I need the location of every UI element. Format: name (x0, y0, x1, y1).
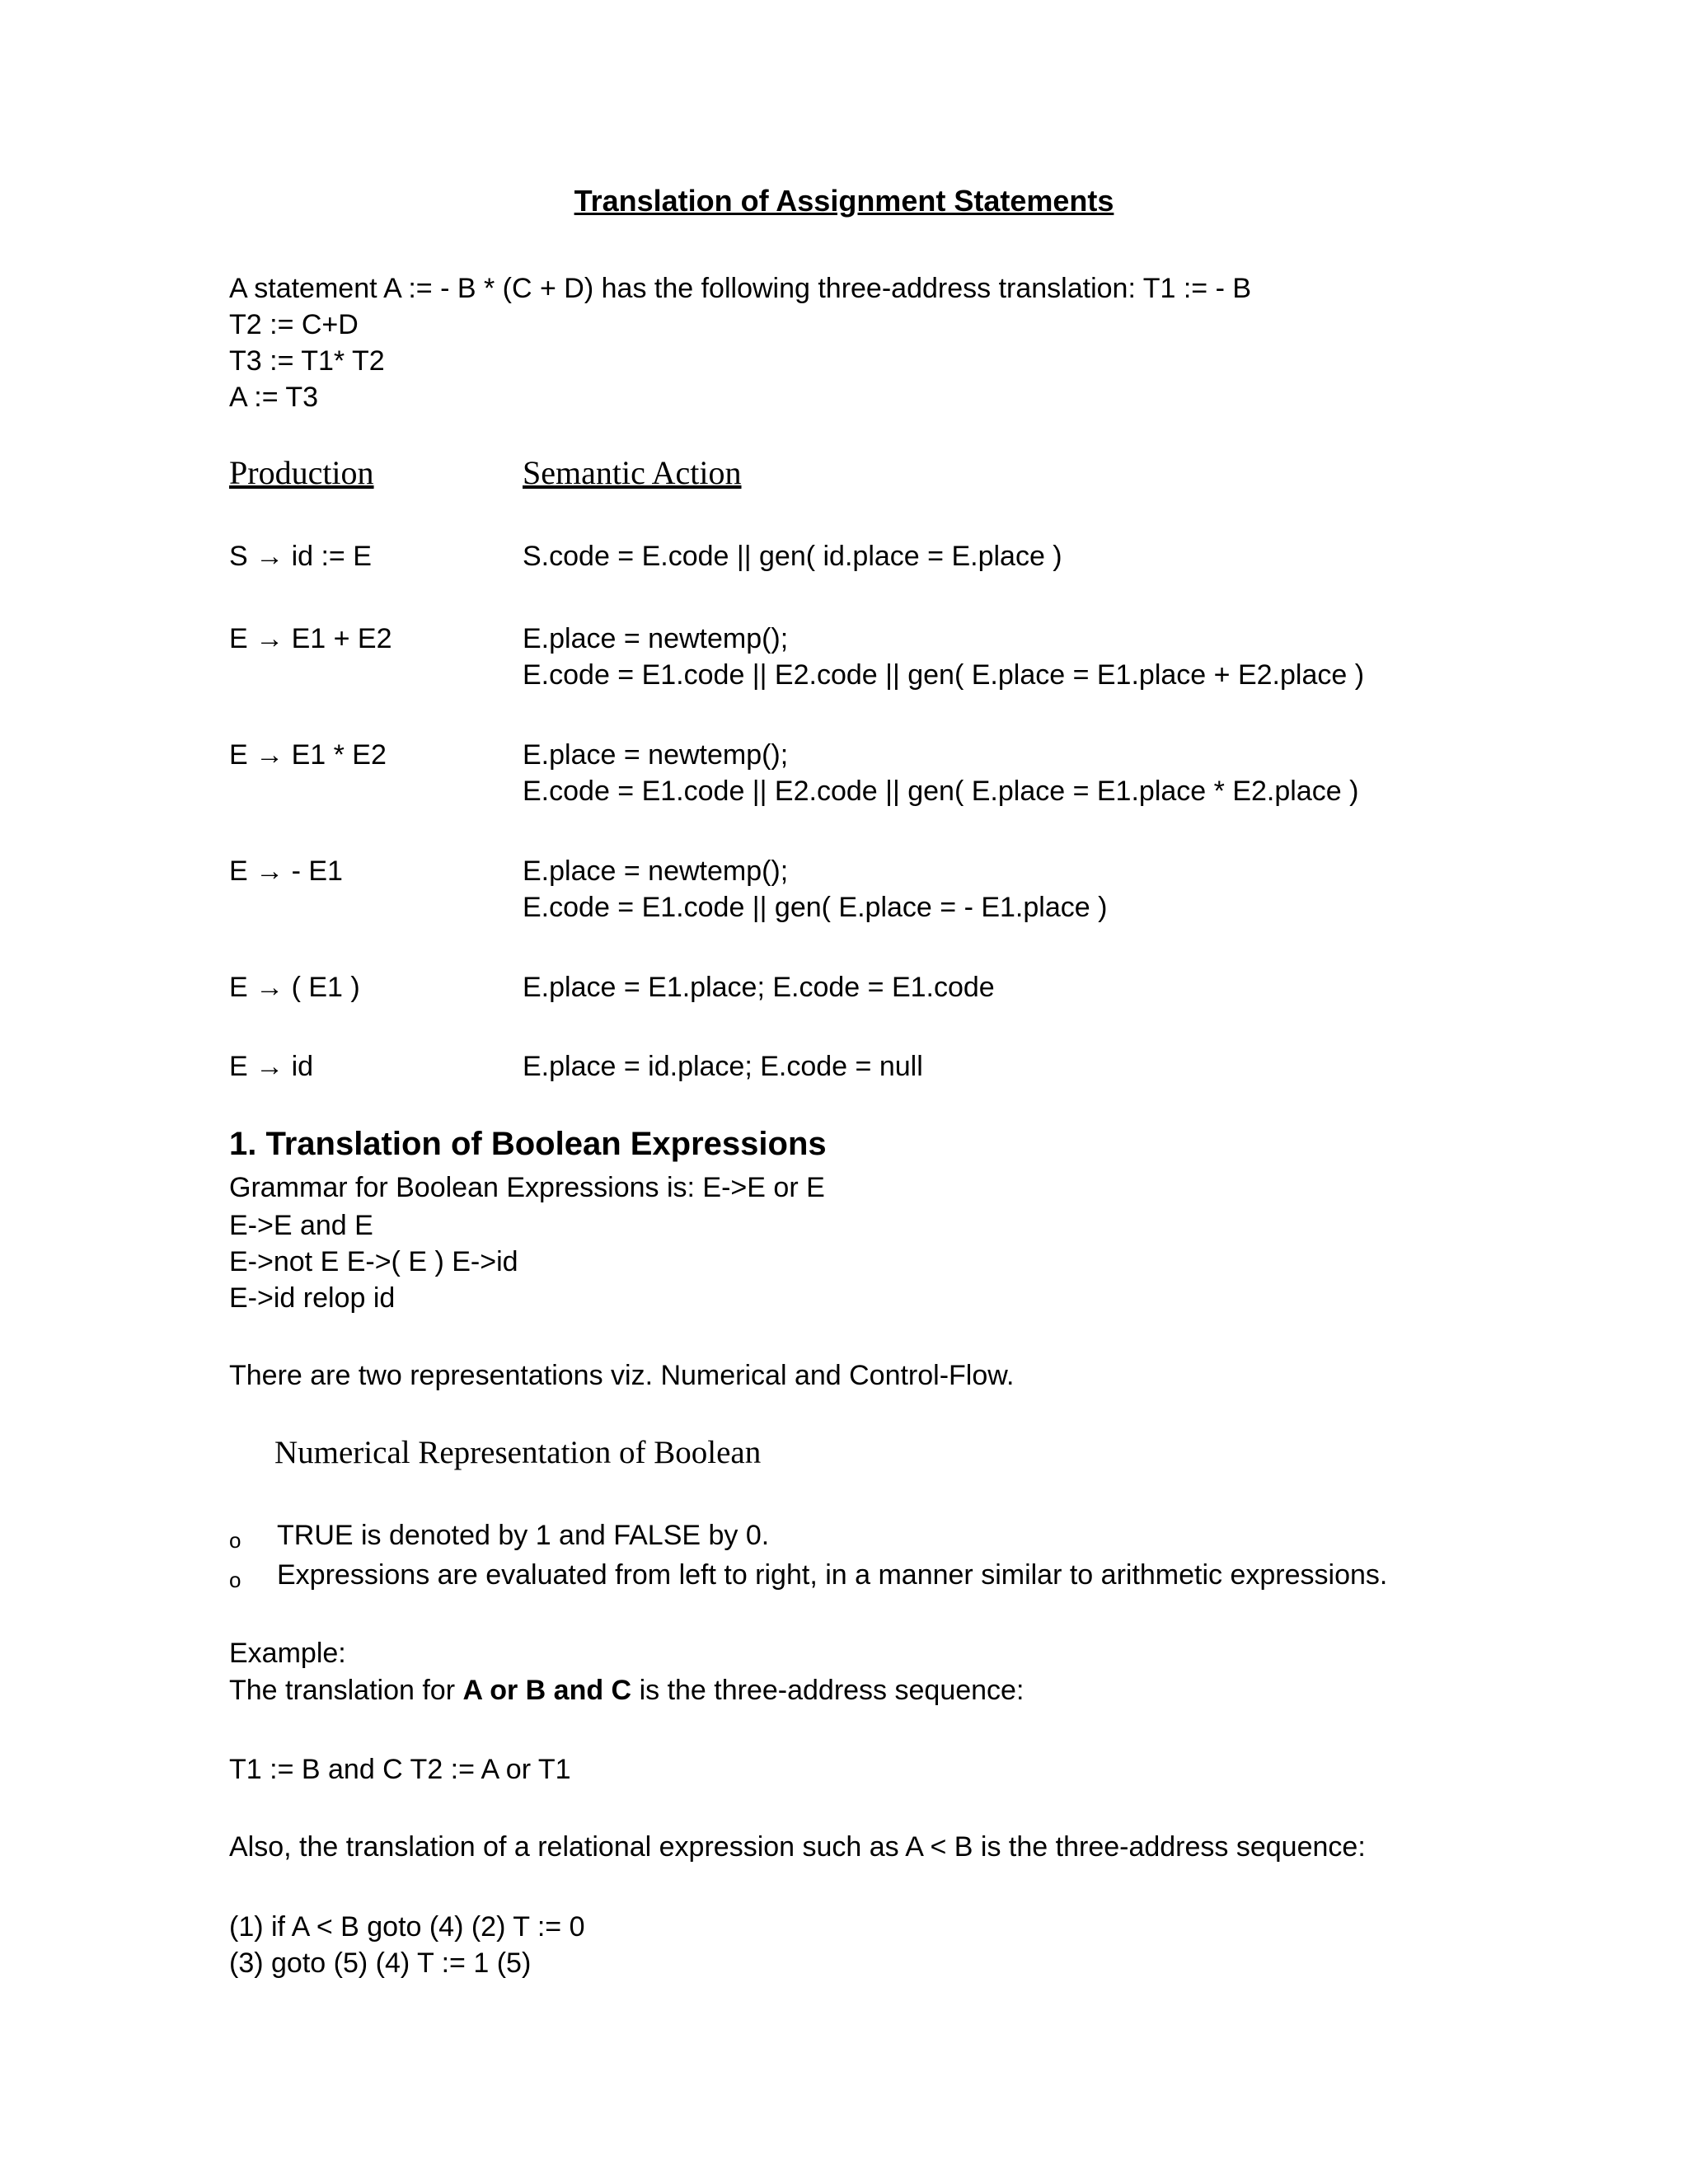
grammar-line-4: E->id relop id (229, 1282, 396, 1314)
intro-line-4: A := T3 (229, 382, 319, 413)
intro-line-3: T3 := T1* T2 (229, 345, 385, 377)
action-cell: E.place = newtemp(); (523, 855, 789, 887)
action-cell: E.place = newtemp(); (523, 739, 789, 771)
action-cell: E.code = E1.code || gen( E.place = - E1.place ) (523, 892, 1108, 923)
example-label: Example: (229, 1638, 346, 1669)
example-expression: A or B and C (462, 1675, 632, 1706)
production-header: Production (229, 454, 374, 491)
action-cell: E.place = E1.place; E.code = E1.code (523, 972, 995, 1003)
bullet-item: TRUE is denoted by 1 and FALSE by 0. (277, 1520, 770, 1551)
sequence-2-line-2: (3) goto (5) (4) T := 1 (5) (229, 1947, 532, 1979)
production-cell: E → E1 + E2 (229, 623, 392, 654)
semantic-action-header: Semantic Action (523, 454, 742, 491)
production-cell: E → id (229, 1051, 314, 1082)
subsection-heading: Numerical Representation of Boolean (274, 1435, 762, 1470)
production-cell: E → ( E1 ) (229, 972, 360, 1003)
sequence-2-line-1: (1) if A < B goto (4) (2) T := 0 (229, 1911, 585, 1943)
grammar-line-1: Grammar for Boolean Expressions is: E->E or E (229, 1172, 825, 1203)
representations-text: There are two representations viz. Numerical and Control-Flow. (229, 1360, 1015, 1391)
grammar-line-2: E->E and E (229, 1210, 373, 1241)
production-cell: S → id := E (229, 541, 372, 572)
bullet-marker: o (229, 1568, 241, 1592)
example-text (229, 1672, 1024, 1708)
action-cell: E.place = newtemp(); (523, 623, 789, 654)
action-cell: E.code = E1.code || E2.code || gen( E.place = E1.place * E2.place ) (523, 776, 1359, 807)
intro-line-1: A statement A := - B * (C + D) has the following three-address translation: T1 := - B (229, 273, 1252, 304)
relational-text: Also, the translation of a relational expression such as A < B is the three-address sequence: (229, 1831, 1366, 1863)
bullet-marker: o (229, 1528, 241, 1553)
example-prefix: The translation for (229, 1675, 463, 1706)
production-cell: E → E1 * E2 (229, 739, 387, 771)
bullet-item: Expressions are evaluated from left to right, in a manner similar to arithmetic expressions. (277, 1559, 1388, 1591)
action-cell: S.code = E.code || gen( id.place = E.place ) (523, 541, 1062, 572)
example-suffix: is the three-address sequence: (631, 1675, 1025, 1706)
action-cell: E.code = E1.code || E2.code || gen( E.place = E1.place + E2.place ) (523, 659, 1365, 691)
action-cell: E.place = id.place; E.code = null (523, 1051, 923, 1082)
intro-line-2: T2 := C+D (229, 309, 359, 340)
production-cell: E → - E1 (229, 855, 343, 887)
grammar-line-3: E->not E E->( E ) E->id (229, 1246, 518, 1277)
page-title: Translation of Assignment Statements (574, 184, 1114, 218)
section-heading: 1. Translation of Boolean Expressions (229, 1126, 827, 1162)
sequence-1: T1 := B and C T2 := A or T1 (229, 1754, 571, 1785)
